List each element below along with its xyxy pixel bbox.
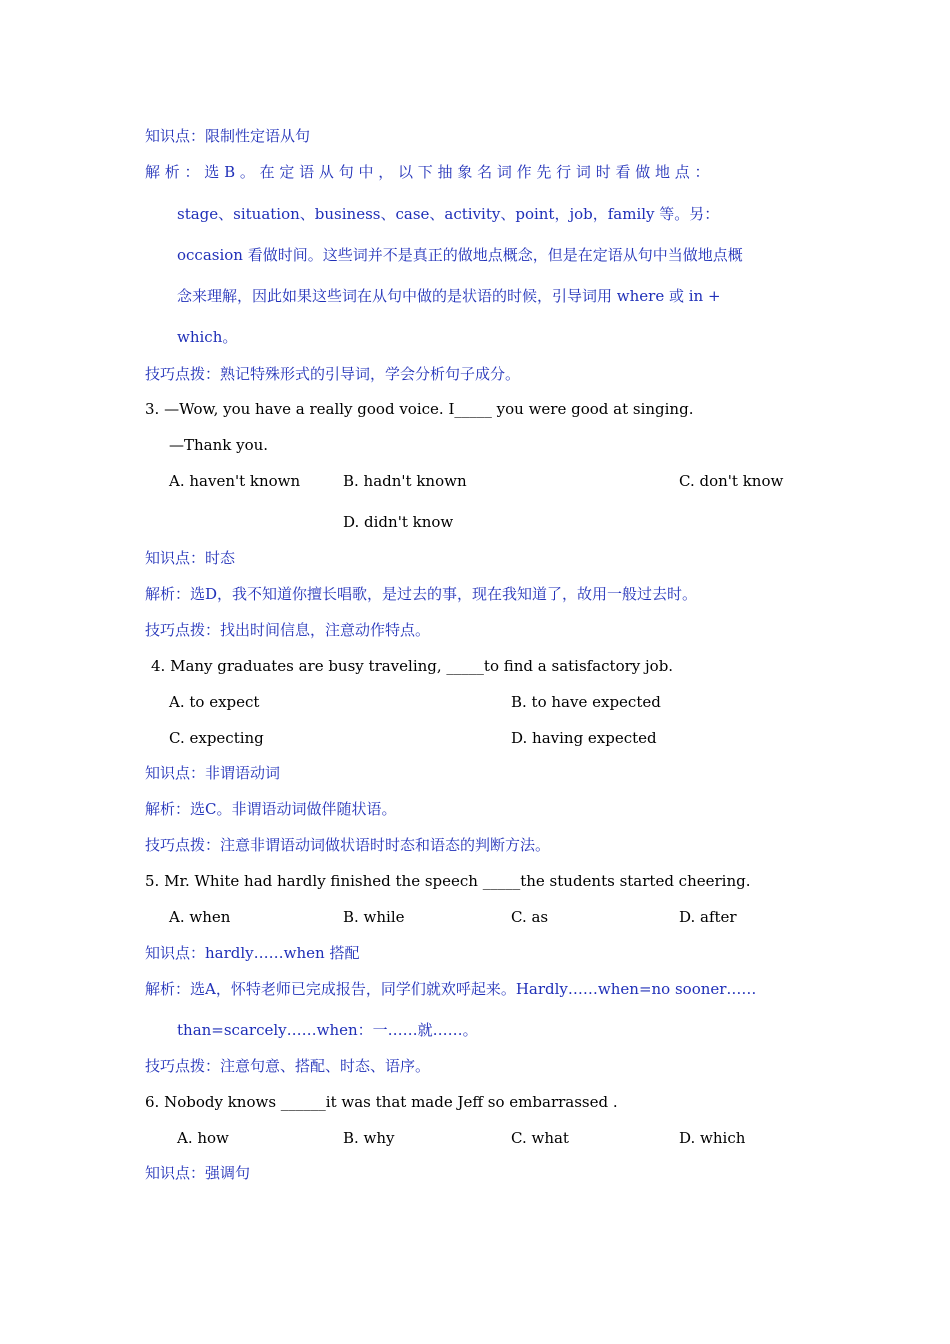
q6-option-d: D. which (679, 1129, 746, 1147)
q5-knowledge-point: 知识点：hardly……when 搭配 (145, 944, 360, 962)
q5-option-b: B. while (343, 908, 405, 926)
q5-analysis-line-2: than=scarcely……when：一……就……。 (177, 1021, 478, 1039)
q2-tip: 技巧点拨：熟记特殊形式的引导词，学会分析句子成分。 (145, 365, 521, 383)
q3-option-d: D. didn't know (343, 513, 454, 531)
q3-stem: 3. —Wow, you have a really good voice. I_____ you were good at singing. (145, 400, 694, 418)
q3-analysis: 解析：选D，我不知道你擅长唱歌，是过去的事，现在我知道了，故用一般过去时。 (145, 585, 698, 603)
q2-analysis-line-1: 解 析 ： 选 B 。 在 定 语 从 句 中 ， 以 下 抽 象 名 词 作 先 行 词 时 看 做 地 点 ： (145, 163, 710, 181)
q3-reply: —Thank you. (169, 436, 269, 454)
q2-analysis-line-3: occasion 看做时间。这些词并不是真正的做地点概念，但是在定语从句中当做地点概 (177, 246, 743, 264)
q4-option-c: C. expecting (169, 729, 264, 747)
q5-tip: 技巧点拨：注意句意、搭配、时态、语序。 (145, 1057, 431, 1075)
q6-knowledge-point: 知识点：强调句 (145, 1164, 251, 1182)
q5-option-a: A. when (169, 908, 231, 926)
q3-option-b: B. hadn't known (343, 472, 467, 490)
q4-knowledge-point: 知识点：非谓语动词 (145, 764, 281, 782)
q4-option-d: D. having expected (511, 729, 657, 747)
q3-tip: 技巧点拨：找出时间信息，注意动作特点。 (145, 621, 431, 639)
q5-stem: 5. Mr. White had hardly finished the speech _____the students started cheering. (145, 872, 751, 890)
q4-analysis: 解析：选C。非谓语动词做伴随状语。 (145, 800, 397, 818)
q4-option-b: B. to have expected (511, 693, 661, 711)
q3-option-a: A. haven't known (169, 472, 301, 490)
q4-tip: 技巧点拨：注意非谓语动词做状语时时态和语态的判断方法。 (145, 836, 551, 854)
q6-stem: 6. Nobody knows ______it was that made Jeff so embarrassed . (145, 1093, 618, 1111)
q2-analysis-line-4: 念来理解，因此如果这些词在从句中做的是状语的时候，引导词用 where 或 in + (177, 287, 721, 305)
q2-knowledge-point: 知识点：限制性定语从句 (145, 127, 311, 145)
q4-stem: 4. Many graduates are busy traveling, _____to find a satisfactory job. (151, 657, 674, 675)
q6-option-a: A. how (177, 1129, 229, 1147)
q4-option-a: A. to expect (169, 693, 260, 711)
q5-option-c: C. as (511, 908, 549, 926)
q3-knowledge-point: 知识点：时态 (145, 549, 236, 567)
q2-analysis-line-5: which。 (177, 328, 238, 346)
q3-option-c: C. don't know (679, 472, 784, 490)
q2-analysis-line-2: stage、situation、business、case、activity、point，job，family 等。另： (177, 205, 720, 223)
q6-option-c: C. what (511, 1129, 569, 1147)
q6-option-b: B. why (343, 1129, 395, 1147)
q5-analysis-line-1: 解析：选A，怀特老师已完成报告，同学们就欢呼起来。Hardly……when=no sooner…… (145, 980, 757, 998)
q5-option-d: D. after (679, 908, 737, 926)
